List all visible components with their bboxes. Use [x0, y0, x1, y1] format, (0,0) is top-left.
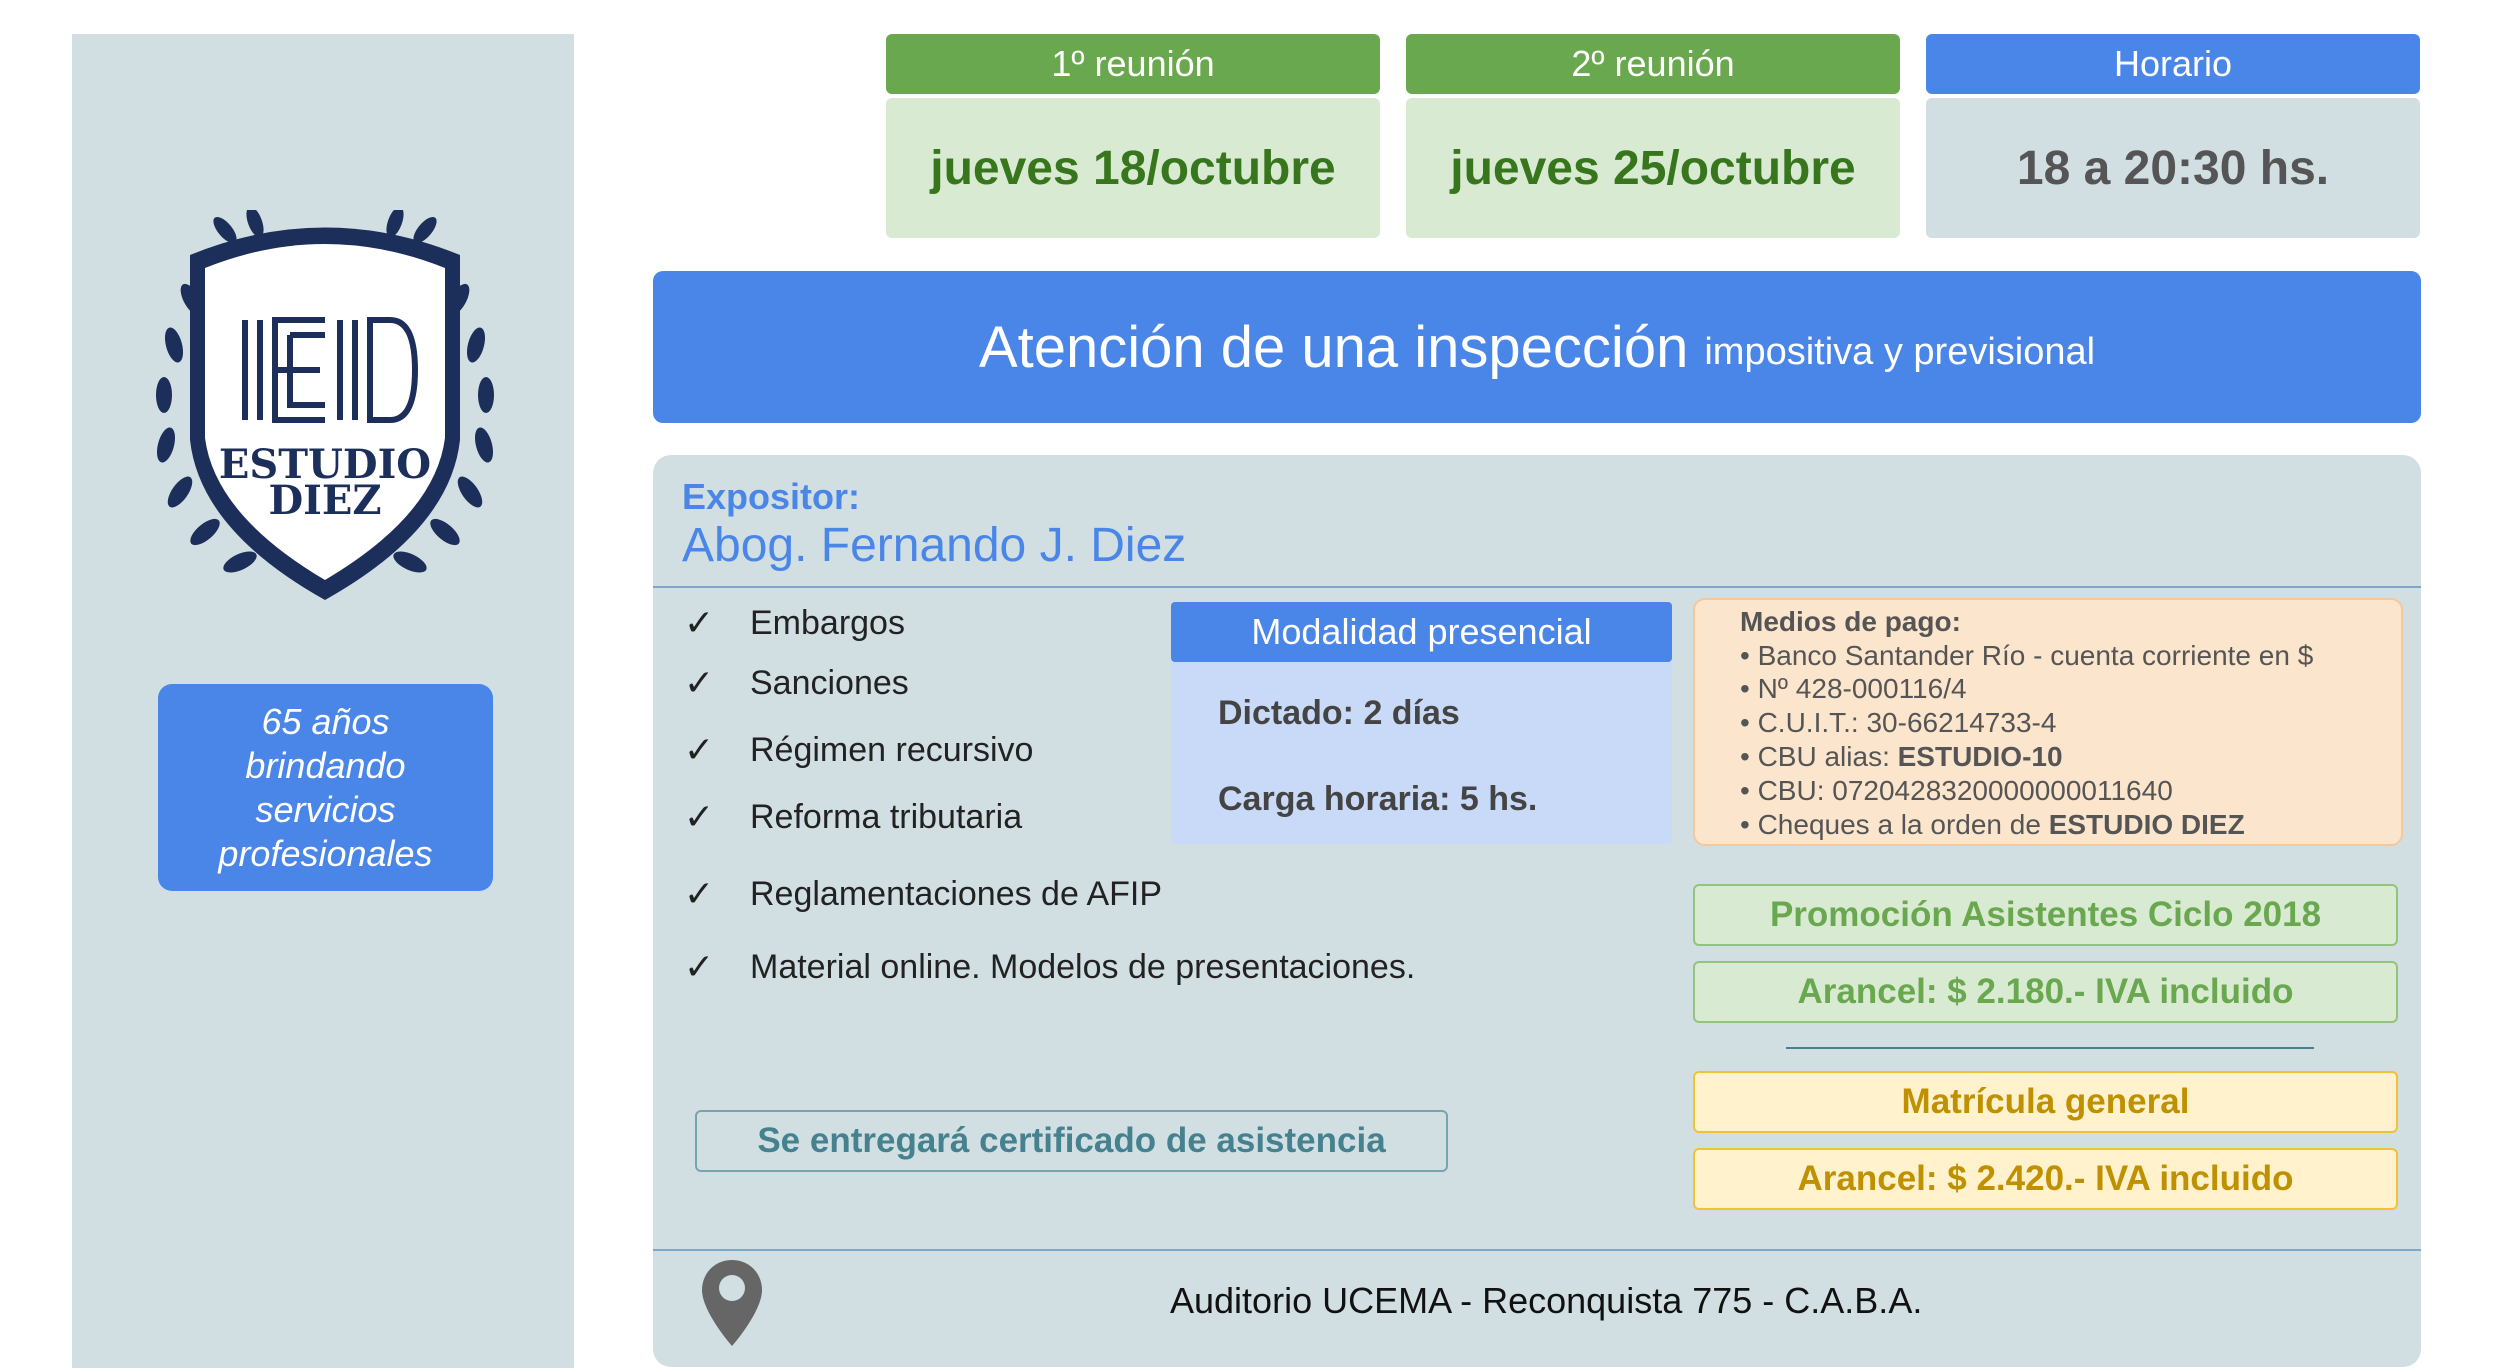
meeting1-header — [886, 34, 1380, 94]
topic-text: Sanciones — [750, 663, 909, 702]
topic-item — [684, 946, 1415, 988]
divider-top — [653, 586, 2421, 588]
modality-hours: Carga horaria: 5 hs. — [1218, 780, 1538, 818]
topic-item — [684, 662, 909, 704]
check-icon: ✓ — [684, 946, 715, 987]
modality-label: Modalidad presencial — [1251, 611, 1592, 652]
estudio-diez-logo — [150, 210, 500, 610]
meeting2-label: 2º reunión — [1571, 43, 1735, 84]
payment-line: • Banco Santander Río - cuenta corriente en $ — [1740, 640, 2314, 671]
tagline-text: 65 años brindando servicios profesionales — [218, 700, 433, 874]
topic-text: Reforma tributaria — [750, 797, 1023, 836]
meeting2-date: jueves 25/octubre — [1450, 141, 1856, 195]
meeting1-card — [886, 98, 1380, 238]
certificate-note — [695, 1110, 1448, 1172]
logo-text-line2: DIEZ — [268, 477, 382, 524]
modality-duration: Dictado: 2 días — [1218, 694, 1460, 732]
title-banner — [653, 271, 2421, 423]
general-price: Arancel: $ 2.420.- IVA incluido — [1797, 1159, 2294, 1198]
certificate-text: Se entregará certificado de asistencia — [757, 1121, 1386, 1160]
promo-label-pill — [1693, 884, 2398, 946]
meeting1-label: 1º reunión — [1051, 43, 1215, 84]
tagline-badge — [158, 684, 493, 891]
check-icon: ✓ — [684, 662, 715, 703]
divider-bottom — [653, 1249, 2421, 1251]
schedule-value: 18 a 20:30 hs. — [2016, 141, 2330, 195]
topic-item — [684, 873, 1162, 915]
speaker-label: Expositor: — [682, 476, 861, 517]
payment-line: • Cheques a la orden de ESTUDIO DIEZ — [1740, 809, 2245, 840]
topic-text: Embargos — [750, 603, 905, 642]
topic-text: Régimen recursivo — [750, 730, 1034, 769]
meeting2-card — [1406, 98, 1900, 238]
location-address: Auditorio UCEMA - Reconquista 775 - C.A.B.A. — [1170, 1280, 1923, 1321]
check-icon: ✓ — [684, 873, 715, 914]
topic-item — [684, 796, 1022, 838]
promo-label: Promoción Asistentes Ciclo 2018 — [1769, 895, 2322, 934]
meeting2-header — [1406, 34, 1900, 94]
modality-header — [1171, 602, 1672, 662]
promo-price: Arancel: $ 2.180.- IVA incluido — [1797, 972, 2294, 1011]
schedule-card — [1926, 98, 2420, 238]
check-icon: ✓ — [684, 796, 715, 837]
topic-item — [684, 602, 905, 644]
payment-line: • Nº 428-000116/4 — [1740, 673, 1967, 704]
map-pin-icon — [700, 1258, 764, 1348]
topic-text: Material online. Modelos de presentaciones. — [750, 947, 1416, 986]
payment-line: • C.U.I.T.: 30-66214733-4 — [1740, 707, 2057, 738]
topic-item — [684, 729, 1033, 771]
promo-price-pill — [1693, 961, 2398, 1023]
general-label-pill — [1693, 1071, 2398, 1133]
payment-title: Medios de pago: — [1740, 606, 1961, 637]
speaker-name: Abog. Fernando J. Diez — [682, 519, 1187, 572]
general-price-pill — [1693, 1148, 2398, 1210]
payment-line: • CBU alias: ESTUDIO-10 — [1740, 741, 2063, 772]
schedule-label: Horario — [2113, 43, 2233, 84]
meeting1-date: jueves 18/octubre — [930, 141, 1336, 195]
schedule-header — [1926, 34, 2420, 94]
pricing-divider — [1786, 1047, 2314, 1049]
title-sub: impositiva y previsional — [1704, 330, 2096, 373]
payment-line: • CBU: 0720428320000000011640 — [1740, 775, 2173, 806]
title-main: Atención de una inspección — [978, 314, 1689, 380]
check-icon: ✓ — [684, 602, 715, 643]
check-icon: ✓ — [684, 729, 715, 770]
general-label: Matrícula general — [1901, 1082, 2190, 1121]
topic-text: Reglamentaciones de AFIP — [750, 874, 1163, 913]
logo-text-line1: ESTUDIO — [218, 441, 432, 488]
